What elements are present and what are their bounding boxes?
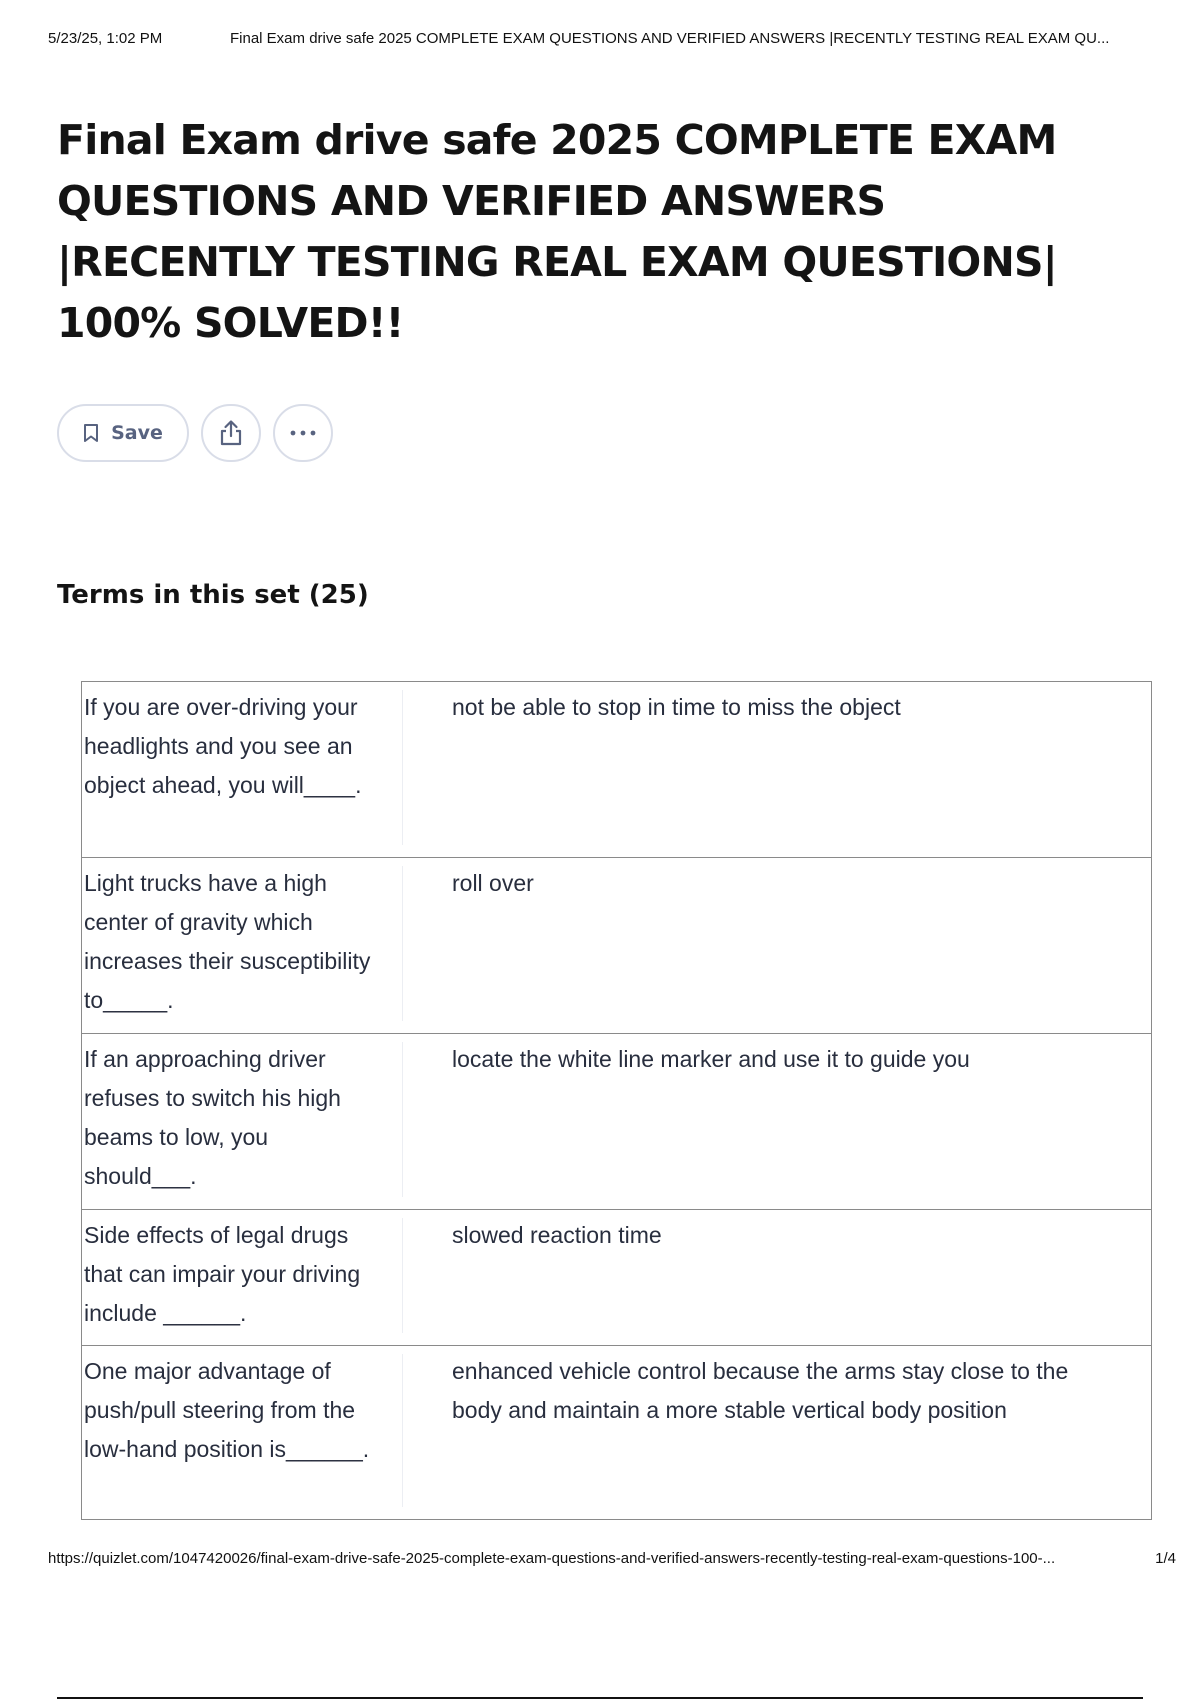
column-divider [402, 690, 403, 845]
term-text: If an approaching driver refuses to switch his high beams to low, you should___. [84, 1046, 341, 1189]
more-options-button[interactable] [273, 404, 333, 462]
bookmark-icon [83, 423, 99, 443]
column-divider [402, 866, 403, 1021]
term-text: Light trucks have a high center of gravity which increases their susceptibility to_____. [84, 870, 371, 1013]
print-url: https://quizlet.com/1047420026/final-exam-drive-safe-2025-complete-exam-questions-and-verified-answers-recently-testing-real-exam-questions-100-... [48, 1550, 1056, 1567]
term-text: Side effects of legal drugs that can impair your driving include ______. [84, 1222, 361, 1326]
term-row [82, 1210, 1151, 1346]
print-datetime: 5/23/25, 1:02 PM [48, 30, 163, 47]
share-button[interactable] [201, 404, 261, 462]
column-divider [402, 1354, 403, 1507]
term-row [82, 682, 1151, 858]
column-divider [402, 1218, 403, 1333]
term-row [82, 1346, 1151, 1519]
definition-text: locate the white line marker and use it to guide you [452, 1046, 970, 1072]
term-row [82, 858, 1151, 1034]
page-number: 1/4 [1155, 1550, 1176, 1567]
print-header [48, 30, 1176, 50]
definition-text: enhanced vehicle control because the arms stay close to the body and maintain a more stable vertical body position [452, 1358, 1069, 1423]
save-button[interactable] [57, 404, 189, 462]
definition-text: not be able to stop in time to miss the object [452, 694, 901, 720]
definition-text: slowed reaction time [452, 1222, 662, 1248]
page-title: Final Exam drive safe 2025 COMPLETE EXAM QUESTIONS AND VERIFIED ANSWERS |RECENTLY TESTING REAL EXAM QUESTIONS| 100% SOLVED!! [57, 116, 1057, 347]
share-icon [218, 419, 244, 447]
divider [57, 1697, 1143, 1699]
terms-heading: Terms in this set (25) [57, 580, 369, 610]
print-footer [48, 1550, 1176, 1570]
terms-table [81, 681, 1152, 1520]
term-text: If you are over-driving your headlights and you see an object ahead, you will____. [84, 694, 362, 798]
term-text: One major advantage of push/pull steering from the low-hand position is______. [84, 1358, 370, 1462]
more-icon [289, 429, 317, 437]
column-divider [402, 1042, 403, 1197]
save-button-label: Save [111, 422, 163, 444]
print-doc-title: Final Exam drive safe 2025 COMPLETE EXAM QUESTIONS AND VERIFIED ANSWERS |RECENTLY TESTING REAL EXAM QU... [230, 30, 1110, 47]
definition-text: roll over [452, 870, 534, 896]
term-row [82, 1034, 1151, 1210]
